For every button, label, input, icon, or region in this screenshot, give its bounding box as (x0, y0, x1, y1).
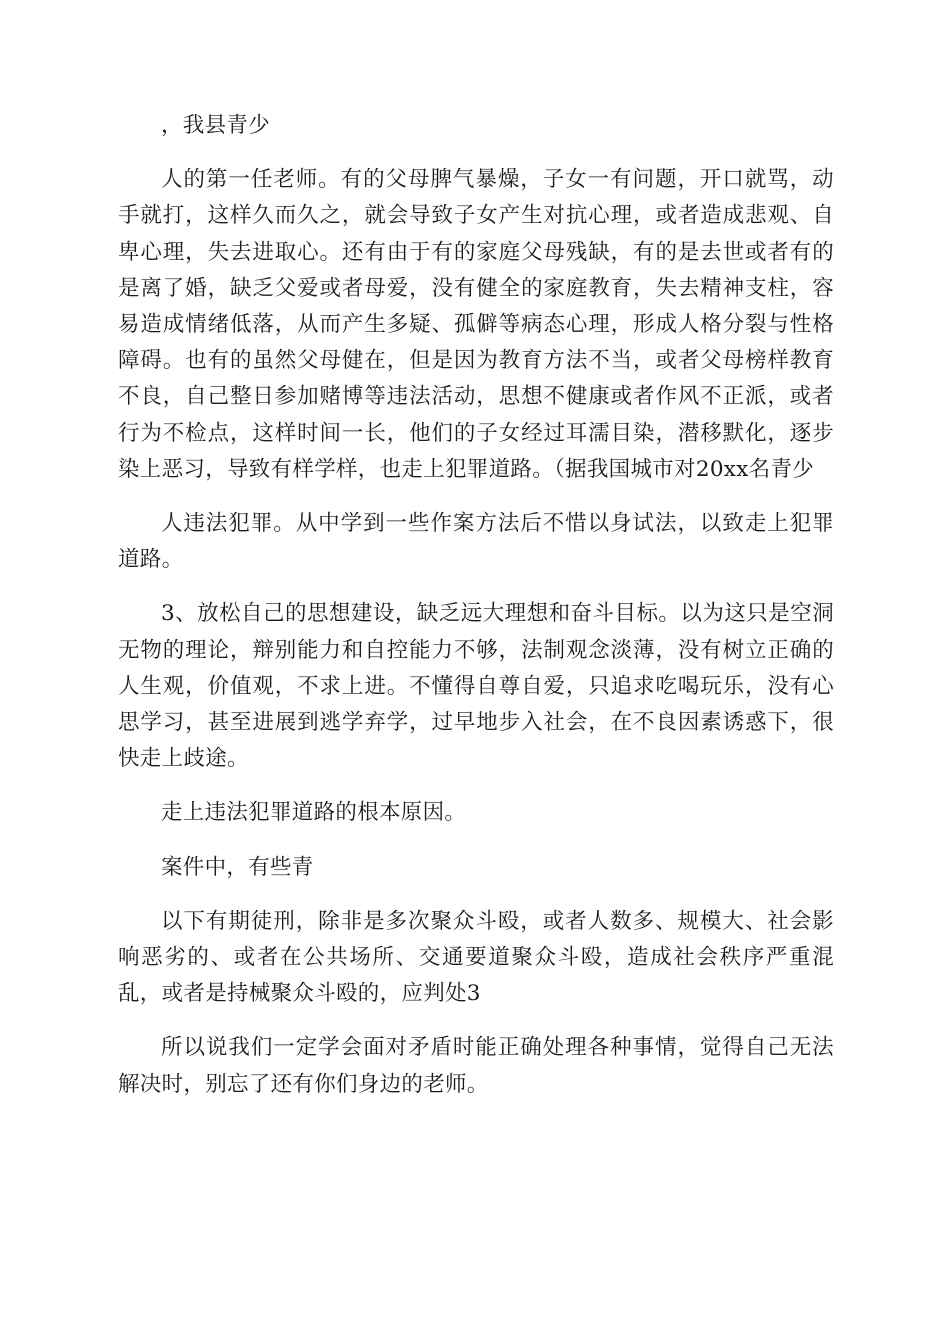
paragraph-7: 以下有期徒刑，除非是多次聚众斗殴，或者人数多、规模大、社会影响恶劣的、或者在公共场所、交通要道聚众斗殴，造成社会秩序严重混乱，或者是持械聚众斗殴的，应判处3 (118, 908, 834, 1007)
document-body (118, 108, 834, 1121)
paragraph-1: ，我县青少 (161, 113, 271, 138)
paragraph-5: 走上违法犯罪道路的根本原因。 (161, 800, 467, 826)
paragraph-8: 所以说我们一定学会面对矛盾时能正确处理各种事情，觉得自己无法解决时，别忘了还有你们身边的老师。 (118, 1035, 834, 1097)
paragraph-3: 人违法犯罪。从中学到一些作案方法后不惜以身试法，以致走上犯罪道路。 (118, 511, 834, 573)
paragraph-4: 3、放松自己的思想建设，缺乏远大理想和奋斗目标。以为这只是空洞无物的理论，辩别能力和自控能力不够，法制观念淡薄，没有树立正确的人生观，价值观，不求上进。不懂得自尊自爱，只追求吃喝玩乐，没有心思学习，甚至进展到逃学弃学，过早地步入社会，在不良因素诱惑下，很快走上歧途。 (118, 601, 834, 772)
paragraph-2: 人的第一任老师。有的父母脾气暴燥，子女一有问题，开口就骂，动手就打，这样久而久之，就会导致子女产生对抗心理，或者造成悲观、自卑心理，失去进取心。还有由于有的家庭父母残缺，有的是去世或者有的是离了婚，缺乏父爱或者母爱，没有健全的家庭教育，失去精神支柱，容易造成情绪低落，从而产生多疑、孤僻等病态心理，形成人格分裂与性格障碍。也有的虽然父母健在，但是因为教育方法不当，或者父母榜样教育不良，自己整日参加赌博等违法活动，思想不健康或者作风不正派，或者行为不检点，这样时间一长，他们的子女经过耳濡目染，潜移默化，逐步染上恶习，导致有样学样，也走上犯罪道路。（据我国城市对20xx名青少 (118, 167, 834, 482)
paragraph-6: 案件中，有些青 (161, 854, 314, 880)
